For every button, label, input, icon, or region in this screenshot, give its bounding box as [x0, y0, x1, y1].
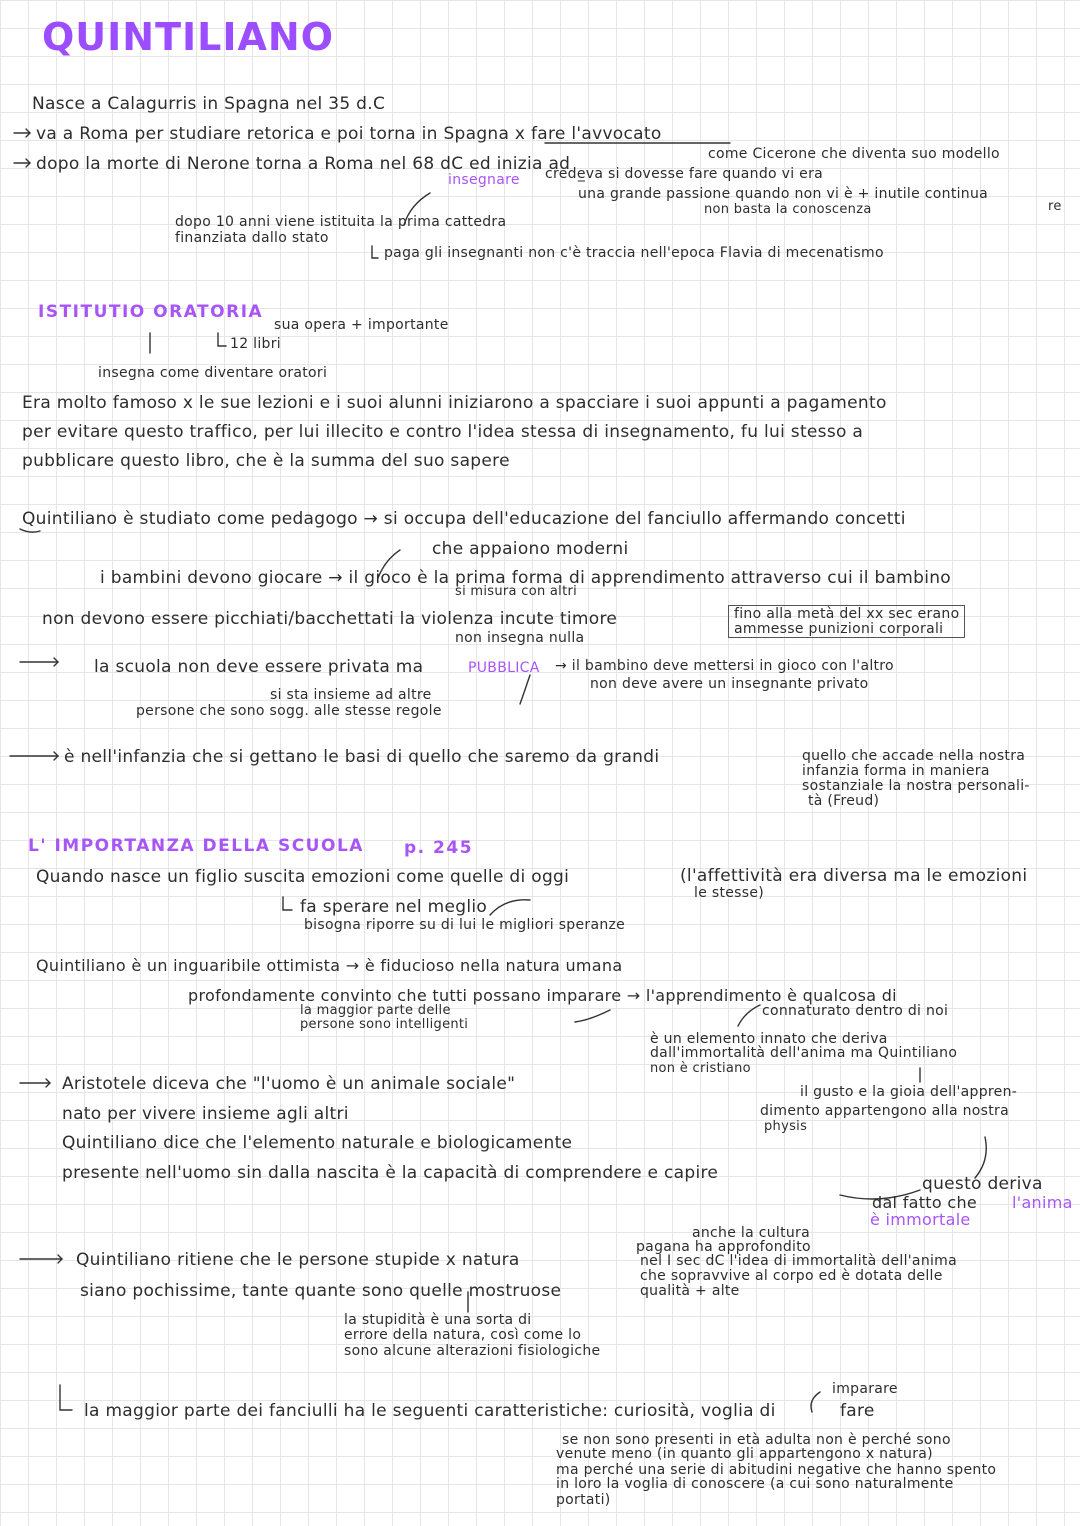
- scuola-imparare: imparare: [832, 1381, 898, 1397]
- pedagogo-bambini: i bambini devono giocare → il gioco è la prima forma di apprendimento attraverso cui il bambino: [100, 568, 951, 588]
- scuola-convinto: profondamente convinto che tutti possano imparare → l'apprendimento è qualcosa di: [188, 986, 897, 1005]
- scuola-intelligenti: persone sono intelligenti: [300, 1017, 469, 1032]
- pedagogo-insieme: si sta insieme ad altre: [270, 687, 432, 703]
- scuola-fare: fare: [840, 1401, 875, 1421]
- pedagogo-moderni: che appaiono moderni: [432, 539, 629, 559]
- pedagogo-misura: si misura con altri: [455, 584, 578, 599]
- scuola-ottimista: Quintiliano è un inguaribile ottimista → è fiducioso nella natura umana: [36, 956, 623, 975]
- scuola-venute: venute meno (in quanto gli appartengono x natura): [556, 1446, 933, 1462]
- bio-credeva: crede̲va si dovesse fare quando vi era: [545, 166, 824, 182]
- scuola-page: p. 245: [404, 838, 474, 858]
- pedagogo-privato: non deve avere un insegnante privato: [590, 676, 869, 692]
- bio-conoscenza: non basta la conoscenza: [704, 202, 872, 217]
- istitutio-paragraph-1: Era molto famoso x le sue lezioni e i suoi alunni iniziarono a spacciare i suoi appunti a pagamento: [22, 393, 887, 413]
- scuola-fatto: dal fatto che: [872, 1193, 978, 1212]
- scuola-aristotele: Aristotele diceva che "l'uomo è un animale sociale": [62, 1074, 516, 1094]
- bio-passione: una grande passione quando non vi è + inutile continua: [578, 186, 989, 202]
- scuola-heading: L' IMPORTANZA DELLA SCUOLA: [28, 836, 364, 856]
- scuola-fanciulli: la maggior parte dei fanciulli ha le seguenti caratteristiche: curiosità, voglia di: [84, 1401, 776, 1421]
- bio-line-1: Nasce a Calagurris in Spagna nel 35 d.C: [32, 94, 386, 114]
- scuola-sec: nel I sec dC l'idea di immortalità dell'anima: [640, 1253, 957, 1269]
- bio-re: re: [1048, 199, 1062, 214]
- scuola-pagana: pagana ha approfondito: [636, 1239, 811, 1255]
- istitutio-heading: ISTITUTIO ORATORIA: [38, 302, 264, 322]
- istitutio-insegna: insegna come diventare oratori: [98, 365, 328, 381]
- scuola-abitudini: ma perché una serie di abitudini negative che hanno spento: [556, 1462, 997, 1478]
- scuola-immortale: è immortale: [870, 1210, 971, 1229]
- scuola-physis: physis: [764, 1119, 808, 1134]
- pedagogo-scuola-b: → il bambino deve mettersi in gioco con l'altro: [555, 658, 894, 674]
- scuola-anima: l'anima: [1012, 1193, 1073, 1212]
- scuola-figlio: Quando nasce un figlio suscita emozioni come quelle di oggi: [36, 867, 570, 887]
- scuola-stesse: le stesse): [694, 885, 765, 901]
- pedagogo-boxed-note: [728, 605, 965, 638]
- bio-insegnare: insegnare: [448, 172, 520, 188]
- scuola-dimento: dimento appartengono alla nostra: [760, 1103, 1009, 1119]
- boxed-note-line-2: ammesse punizioni corporali: [734, 620, 944, 637]
- scuola-voglia: in loro la voglia di conoscere (a cui sono naturalmente: [556, 1476, 954, 1492]
- pedagogo-line: Quintiliano è studiato come pedagogo → si occupa dell'educazione del fanciullo affermando concetti: [22, 509, 906, 529]
- bio-cicerone: come Cicerone che diventa suo modello: [708, 146, 1000, 162]
- bio-line-3: dopo la morte di Nerone torna a Roma nel 68 dC ed inizia ad: [36, 154, 571, 174]
- scuola-cristiano: non è cristiano: [650, 1061, 751, 1076]
- pedagogo-freud-2: infanzia forma in maniera: [802, 763, 990, 779]
- scuola-maggior: la maggior parte delle: [300, 1003, 451, 1018]
- pedagogo-insegna-nulla: non insegna nulla: [455, 630, 585, 646]
- pedagogo-scuola-a: la scuola non deve essere privata ma: [94, 657, 424, 677]
- istitutio-paragraph-3: pubblicare questo libro, che è la summa del suo sapere: [22, 451, 510, 471]
- scuola-errore: errore della natura, così come lo: [344, 1327, 582, 1343]
- scuola-cultura: anche la cultura: [692, 1225, 810, 1241]
- scuola-presente: presente nell'uomo sin dalla nascita è la capacità di comprendere e capire: [62, 1163, 719, 1183]
- scuola-sperare: fa sperare nel meglio: [300, 897, 488, 917]
- scuola-immortalita: dall'immortalità dell'anima ma Quintiliano: [650, 1045, 958, 1061]
- pedagogo-freud-4: tà (Freud): [808, 793, 880, 809]
- pedagogo-infanzia: è nell'infanzia che si gettano le basi di quello che saremo da grandi: [64, 747, 660, 767]
- scuola-connaturato: connaturato dentro di noi: [762, 1003, 949, 1019]
- bio-line-2: va a Roma per studiare retorica e poi torna in Spagna x fare l'avvocato: [36, 124, 662, 144]
- scuola-stupidita: la stupidità è una sorta di: [344, 1312, 532, 1328]
- scuola-speranze: bisogna riporre su di lui le migliori speranze: [304, 917, 626, 933]
- scuola-stupide: Quintiliano ritiene che le persone stupide x natura: [76, 1250, 520, 1270]
- bio-cattedra-1: dopo 10 anni viene istituita la prima cattedra: [175, 214, 507, 230]
- scuola-innato: è un elemento innato che deriva: [650, 1031, 888, 1047]
- scuola-adulta: se non sono presenti in età adulta non è perché sono: [562, 1432, 951, 1448]
- scuola-naturale: Quintiliano dice che l'elemento naturale e biologicamente: [62, 1133, 573, 1153]
- pedagogo-picchiati: non devono essere picchiati/bacchettati la violenza incute timore: [42, 609, 618, 629]
- pedagogo-freud-3: sostanziale la nostra personali-: [802, 778, 1030, 794]
- pedagogo-freud-1: quello che accade nella nostra: [802, 748, 1026, 764]
- bio-cattedra-2: finanziata dallo stato: [175, 230, 329, 246]
- pedagogo-pubblica: PUBBLICA: [468, 660, 540, 676]
- scuola-deriva: questo deriva: [922, 1174, 1043, 1194]
- scuola-qualita: qualità + alte: [640, 1283, 740, 1299]
- scuola-sopravvive: che sopravvive al corpo ed è dotata delle: [640, 1268, 943, 1284]
- scuola-affettivita: (l'affettività era diversa ma le emozioni: [680, 866, 1028, 886]
- scuola-alterazioni: sono alcune alterazioni fisiologiche: [344, 1343, 601, 1359]
- scuola-pochissime: siano pochissime, tante quante sono quelle mostruose: [80, 1281, 562, 1301]
- istitutio-opera: sua opera + importante: [274, 317, 449, 333]
- scuola-gusto: il gusto e la gioia dell'appren-: [800, 1084, 1018, 1100]
- istitutio-paragraph-2: per evitare questo traffico, per lui illecito e contro l'idea stessa di insegnamento, fu lui stesso a: [22, 422, 864, 442]
- pedagogo-regole: persone che sono sogg. alle stesse regole: [136, 703, 442, 719]
- bio-paga: paga gli insegnanti non c'è traccia nell'epoca Flavia di mecenatismo: [384, 245, 884, 261]
- scuola-nato: nato per vivere insieme agli altri: [62, 1104, 349, 1124]
- boxed-note-line-1: fino alla metà del xx sec erano: [734, 606, 960, 622]
- scuola-portati: portati): [556, 1492, 611, 1508]
- istitutio-libri: 12 libri: [230, 336, 281, 352]
- page-title: QUINTILIANO: [42, 15, 335, 59]
